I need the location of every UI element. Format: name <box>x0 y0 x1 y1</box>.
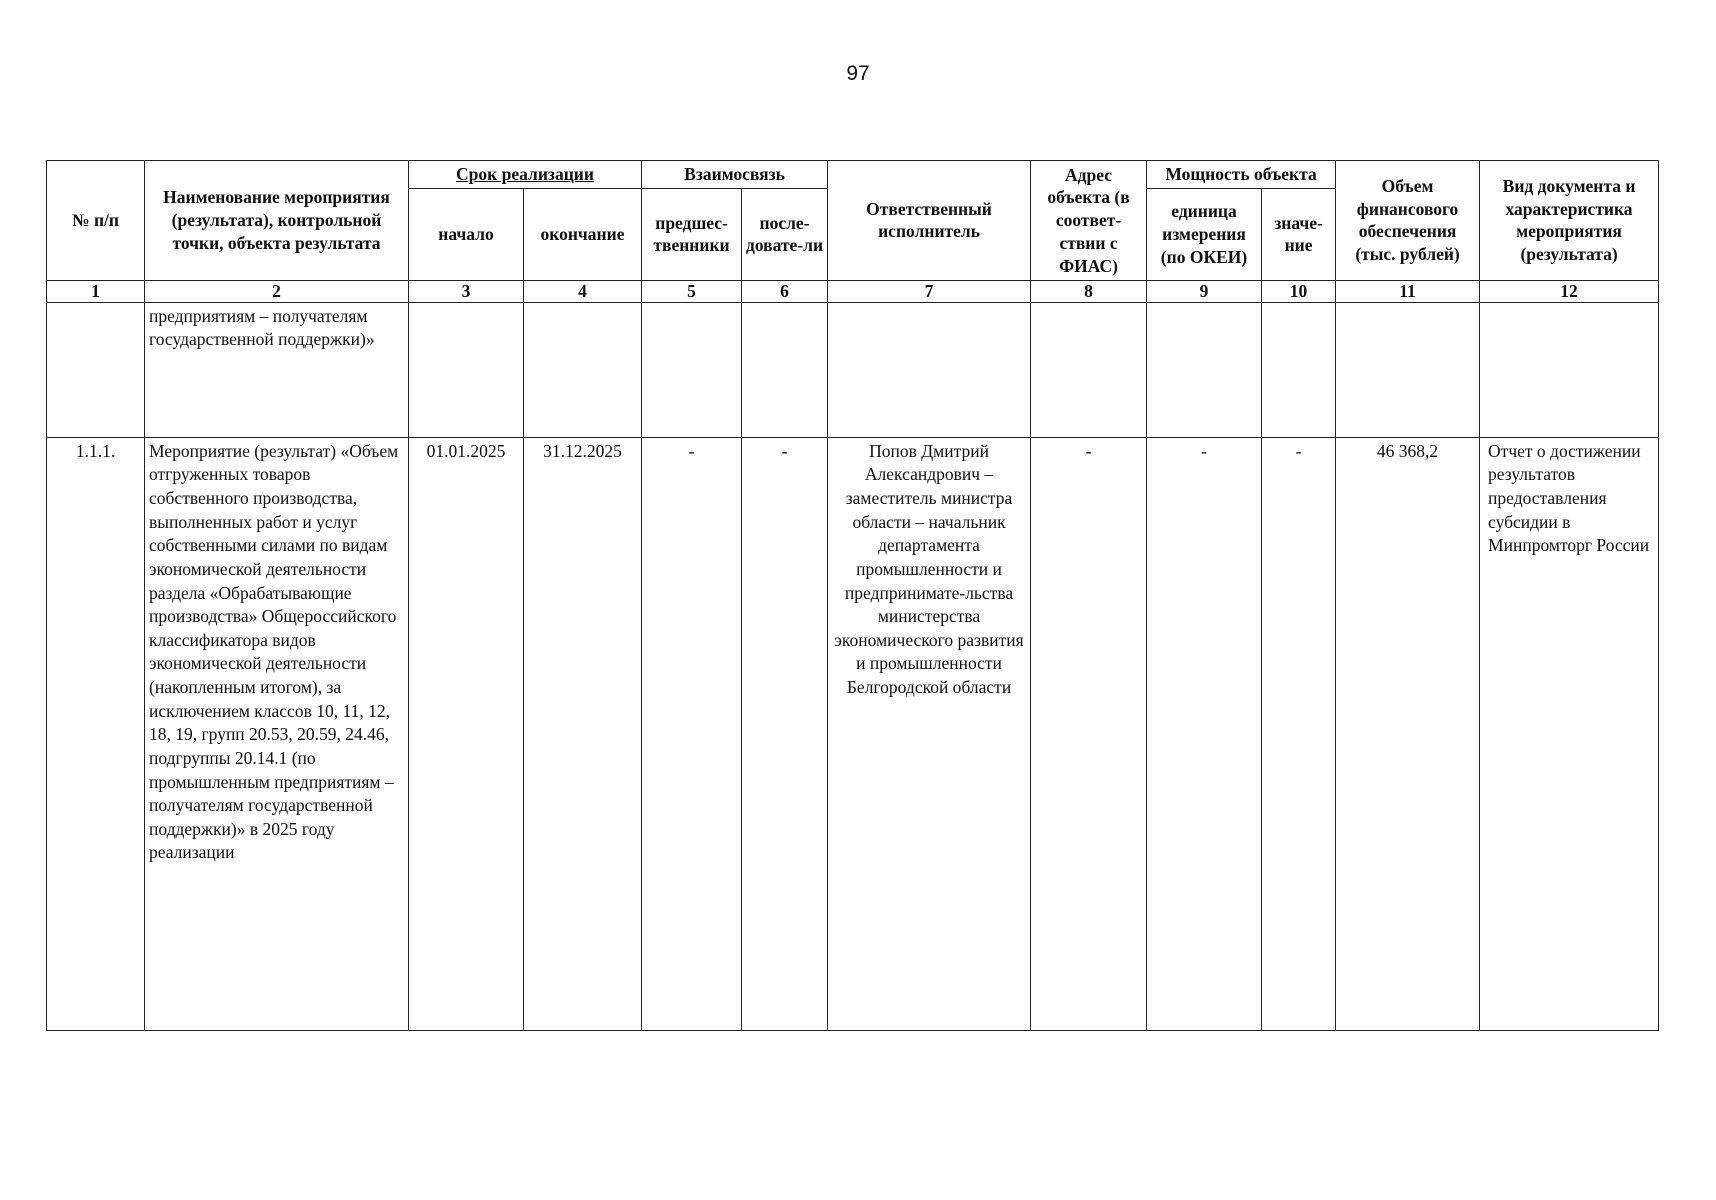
cell-doc-type: Отчет о достижении результатов предоставления субсидии в Минпромторг России <box>1480 437 1659 1030</box>
cell-address: - <box>1031 437 1147 1030</box>
column-number: 5 <box>642 280 742 302</box>
header-successors: после-довате-ли <box>742 188 828 280</box>
header-row-1 <box>47 161 1659 189</box>
column-number: 12 <box>1480 280 1659 302</box>
column-number: 6 <box>742 280 828 302</box>
column-numbers-row <box>47 280 1659 302</box>
column-number: 8 <box>1031 280 1147 302</box>
cell-start <box>409 302 524 437</box>
column-number: 7 <box>828 280 1031 302</box>
column-number: 10 <box>1262 280 1336 302</box>
header-doc-type: Вид документа и характеристика мероприятия (результата) <box>1480 161 1659 281</box>
page-number: 97 <box>846 62 870 85</box>
table-row-continuation <box>47 302 1659 437</box>
cell-predecessors <box>642 302 742 437</box>
cell-successors <box>742 302 828 437</box>
header-num: № п/п <box>47 161 145 281</box>
cell-funding <box>1336 302 1480 437</box>
cell-responsible: Попов Дмитрий Александрович – заместитель министра области – начальник департамента промышленности и предпринимате-льства министерства экономического развития и промышленности Белгородской области <box>828 437 1031 1030</box>
header-period: Срок реализации <box>409 161 642 189</box>
header-responsible: Ответственный исполнитель <box>828 161 1031 281</box>
cell-num <box>47 302 145 437</box>
cell-end: 31.12.2025 <box>524 437 642 1030</box>
cell-num: 1.1.1. <box>47 437 145 1030</box>
cell-start: 01.01.2025 <box>409 437 524 1030</box>
cell-end <box>524 302 642 437</box>
cell-doc-type <box>1480 302 1659 437</box>
cell-value: - <box>1262 437 1336 1030</box>
header-predecessors: предшес-твенники <box>642 188 742 280</box>
column-number: 1 <box>47 280 145 302</box>
cell-address <box>1031 302 1147 437</box>
cell-value <box>1262 302 1336 437</box>
header-value: значе-ние <box>1262 188 1336 280</box>
column-number: 9 <box>1147 280 1262 302</box>
header-start: начало <box>409 188 524 280</box>
cell-funding: 46 368,2 <box>1336 437 1480 1030</box>
column-number: 2 <box>145 280 409 302</box>
events-table <box>46 160 1659 1031</box>
cell-unit: - <box>1147 437 1262 1030</box>
cell-unit <box>1147 302 1262 437</box>
cell-predecessors: - <box>642 437 742 1030</box>
cell-responsible <box>828 302 1031 437</box>
cell-successors: - <box>742 437 828 1030</box>
header-relation: Взаимосвязь <box>642 161 828 189</box>
cell-name: Мероприятие (результат) «Объем отгруженных товаров собственного производства, выполненных работ и услуг собственными силами по видам экономической деятельности раздела «Обрабатывающие производства» Общероссийского классификатора видов экономической деятельности (накопленным итогом), за исключением классов 10, 11, 12, 18, 19, групп 20.53, 20.59, 24.46, подгруппы 20.14.1 (по промышленным предприятиям – получателям государственной поддержки)» в 2025 году реализации <box>145 437 409 1030</box>
header-capacity: Мощность объекта <box>1147 161 1336 189</box>
column-number: 4 <box>524 280 642 302</box>
column-number: 11 <box>1336 280 1480 302</box>
header-funding: Объем финансового обеспечения (тыс. рублей) <box>1336 161 1480 281</box>
cell-name: предприятиям – получателям государственной поддержки)» <box>145 302 409 437</box>
header-name: Наименование мероприятия (результата), контрольной точки, объекта результата <box>145 161 409 281</box>
header-unit: единица измерения (по ОКЕИ) <box>1147 188 1262 280</box>
table-row <box>47 437 1659 1030</box>
header-address: Адрес объекта (в соответ-ствии с ФИАС) <box>1031 161 1147 281</box>
header-end: окончание <box>524 188 642 280</box>
column-number: 3 <box>409 280 524 302</box>
